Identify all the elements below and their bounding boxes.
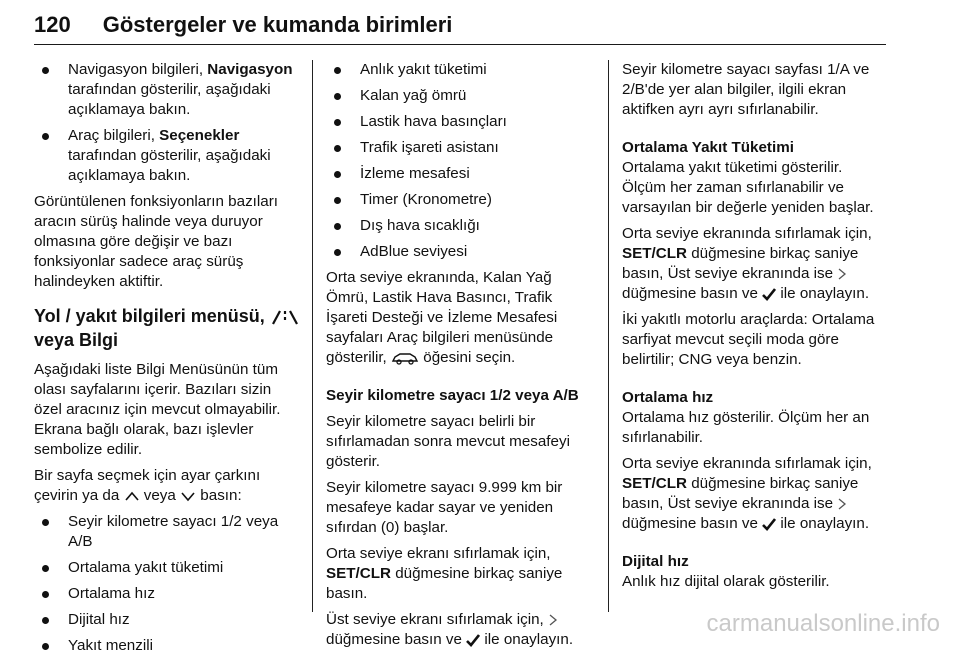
- paragraph: Anlık hız dijital olarak gösterilir.: [622, 573, 830, 590]
- checkmark-icon: [466, 633, 480, 647]
- checkmark-icon: [762, 517, 776, 531]
- list-item: Seyir kilometre sayacı 1/2 veya A/B: [34, 512, 302, 552]
- column-3: [622, 60, 890, 598]
- list-item: Ortalama hız: [34, 584, 302, 604]
- info-pages-list: [34, 512, 302, 656]
- subheading: Ortalama hız: [622, 389, 714, 406]
- column-divider: [312, 60, 313, 612]
- paragraph: İki yakıtlı motorlu araçlarda: Ortalama sarfiyat mevcut seçili moda göre belirtilir; CNG veya benzin.: [622, 311, 875, 368]
- secenekler-label: Seçenekler: [159, 127, 240, 144]
- chevron-up-icon: [124, 490, 140, 502]
- paragraph: Üst seviye ekranı sıfırlamak için, düğmesine basın ve ile onaylayın.: [326, 611, 574, 648]
- paragraph: Görüntülenen fonksiyonların bazıları aracın sürüş halinde veya duruyor olmasına göre değişir ve bazı fonksiyonlar sadece araç sürüş halindeyken aktiftir.: [34, 193, 278, 290]
- paragraph: Aşağıdaki liste Bilgi Menüsünün tüm olası sayfalarını içerir. Bazıları sizin özel aracınız için mevcut olmayabilir. Ekrana bağlı olarak, bazı işlevler sembolize edilir.: [34, 361, 281, 458]
- list-item: Araç bilgileri, Seçenekler tarafından gösterilir, aşağıdaki açıklamaya bakın.: [34, 126, 302, 186]
- list-item: Dijital hız: [34, 610, 302, 630]
- chevron-right-icon: [837, 497, 847, 511]
- page-header: [34, 6, 886, 45]
- subheading: Seyir kilometre sayacı 1/2 veya A/B: [326, 387, 579, 404]
- set-clr-label: SET/CLR: [622, 475, 687, 492]
- navigasyon-label: Navigasyon: [207, 61, 293, 78]
- section-heading: Yol / yakıt bilgileri menüsü, veya Bilgi: [34, 304, 302, 352]
- paragraph: Seyir kilometre sayacı 9.999 km bir mesafeye kadar sayar ve yeniden sıfırdan (0) başlar.: [326, 479, 563, 536]
- list-item: Yakıt menzili: [34, 636, 302, 656]
- subheading: Ortalama Yakıt Tüketimi: [622, 139, 794, 156]
- list-item: Trafik işareti asistanı: [326, 138, 594, 158]
- subheading: Dijital hız: [622, 553, 689, 570]
- paragraph: Seyir kilometre sayacı belirli bir sıfırlamadan sonra mevcut mesafeyi gösterir.: [326, 413, 570, 470]
- chevron-right-icon: [837, 267, 847, 281]
- list-item: İzleme mesafesi: [326, 164, 594, 184]
- list-item: AdBlue seviyesi: [326, 242, 594, 262]
- paragraph: Ortalama hız gösterilir. Ölçüm her an sıfırlanabilir.: [622, 409, 870, 446]
- checkmark-icon: [762, 287, 776, 301]
- list-item: Dış hava sıcaklığı: [326, 216, 594, 236]
- trip-computer-icon: [270, 308, 300, 326]
- list-item: Timer (Kronometre): [326, 190, 594, 210]
- column-divider: [608, 60, 609, 612]
- page-number: 120: [34, 12, 71, 37]
- column-1: [34, 60, 302, 662]
- paragraph: Orta seviye ekranında, Kalan Yağ Ömrü, Lastik Hava Basıncı, Trafik İşareti Desteği ve İzleme Mesafesi sayfaları Araç bilgileri menüsünde gösterilir, öğesini seçin.: [326, 269, 558, 366]
- watermark: carmanualsonline.info: [706, 610, 940, 637]
- chapter-title: Göstergeler ve kumanda birimleri: [102, 12, 453, 37]
- list-item: Lastik hava basınçları: [326, 112, 594, 132]
- list-item: Ortalama yakıt tüketimi: [34, 558, 302, 578]
- car-icon: [391, 351, 419, 365]
- paragraph: Orta seviye ekranında sıfırlamak için, SET/CLR düğmesine birkaç saniye basın, Üst seviye ekranında ise düğmesine basın ve ile onaylayın.: [622, 225, 872, 302]
- info-list-top: [34, 60, 302, 186]
- set-clr-label: SET/CLR: [622, 245, 687, 262]
- set-clr-label: SET/CLR: [326, 565, 391, 582]
- paragraph: Ortalama yakıt tüketimi gösterilir. Ölçüm her zaman sıfırlanabilir ve varsayılan bir değerle yeniden başlar.: [622, 159, 874, 216]
- list-item: Anlık yakıt tüketimi: [326, 60, 594, 80]
- chevron-down-icon: [180, 490, 196, 502]
- paragraph: Orta seviye ekranında sıfırlamak için, SET/CLR düğmesine birkaç saniye basın, Üst seviye ekranında ise düğmesine basın ve ile onaylayın.: [622, 455, 872, 532]
- info-pages-list: [326, 60, 594, 262]
- chevron-right-icon: [548, 613, 558, 627]
- paragraph: Orta seviye ekranı sıfırlamak için, SET/CLR düğmesine birkaç saniye basın.: [326, 545, 563, 602]
- list-item: Navigasyon bilgileri, Navigasyon tarafından gösterilir, aşağıdaki açıklamaya bakın.: [34, 60, 302, 120]
- list-item: Kalan yağ ömrü: [326, 86, 594, 106]
- paragraph: Seyir kilometre sayacı sayfası 1/A ve 2/B'de yer alan bilgiler, ilgili ekran aktifken ayrı ayrı sıfırlanabilir.: [622, 61, 870, 118]
- column-2: [326, 60, 594, 656]
- paragraph: Bir sayfa seçmek için ayar çarkını çevirin ya da veya basın:: [34, 467, 261, 504]
